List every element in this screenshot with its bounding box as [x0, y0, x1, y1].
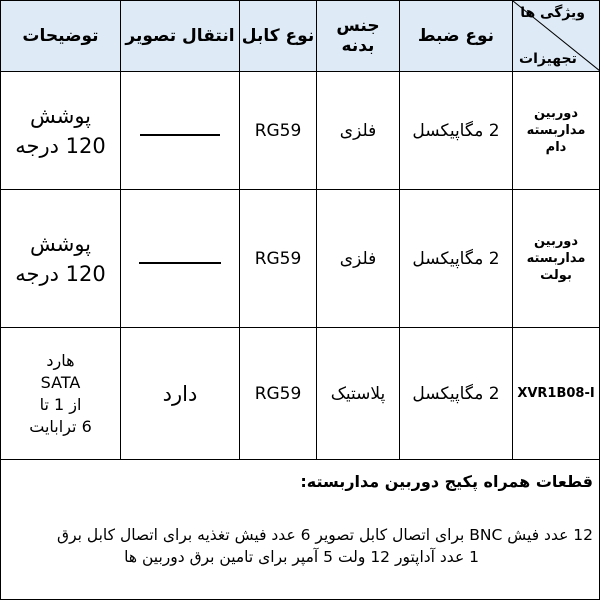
device-name-line: دوربین	[533, 234, 579, 249]
material-cell: فلزی	[317, 190, 400, 328]
description-line: پوشش	[29, 103, 92, 128]
package-notes	[0, 462, 599, 600]
device-name-line: دام	[545, 140, 567, 155]
transfer-cell	[121, 72, 240, 190]
header-body-material: جنس بدنه	[317, 1, 400, 72]
device-name-line: بولت	[540, 268, 572, 283]
notes-title: قطعات همراه پکیج دوربین مداربسته:	[300, 472, 593, 491]
features-label: ویژگی ها	[520, 5, 585, 21]
device-name-line: مداربسته	[526, 251, 586, 266]
device-name-line: دوربین	[533, 106, 579, 121]
description-line: پوشش	[29, 231, 92, 256]
header-description: توضیحات	[1, 1, 121, 72]
device-model: XVR1B08-I	[517, 386, 595, 401]
description-line: هارد	[46, 350, 75, 370]
material-cell: پلاستیک	[317, 328, 400, 460]
transfer-cell: دارد	[121, 328, 240, 460]
header-cable-type: نوع کابل	[240, 1, 317, 72]
description-line: 120 درجه	[15, 133, 106, 158]
cable-cell: RG59	[240, 72, 317, 190]
notes-line: 12 عدد فیش BNC برای اتصال کابل تصویر 6 عدد فیش تغذیه برای اتصال کابل برق	[57, 526, 593, 544]
header-video-transfer: انتقال تصویر	[121, 1, 240, 72]
description-cell	[1, 72, 121, 190]
description-line: از 1 تا	[39, 394, 82, 414]
empty-dash	[139, 262, 221, 264]
header-diagonal-cell	[513, 1, 600, 72]
description-cell	[1, 190, 121, 328]
empty-dash	[140, 134, 220, 136]
equipment-label: تجهیزات	[519, 51, 577, 67]
description-line: SATA	[40, 372, 81, 392]
cable-cell: RG59	[240, 328, 317, 460]
recording-cell: 2 مگاپیکسل	[400, 328, 513, 460]
device-name-line: مداربسته	[526, 123, 586, 138]
description-line: 6 ترابایت	[29, 416, 92, 436]
table-row	[1, 190, 600, 328]
table-row	[1, 72, 600, 190]
transfer-cell	[121, 190, 240, 328]
description-cell	[1, 328, 121, 460]
recording-cell: 2 مگاپیکسل	[400, 190, 513, 328]
cable-cell: RG59	[240, 190, 317, 328]
notes-line: 1 عدد آداپتور 12 ولت 5 آمپر برای تامین برق دوربین ها	[124, 548, 479, 566]
description-line: 120 درجه	[15, 261, 106, 286]
recording-cell: 2 مگاپیکسل	[400, 72, 513, 190]
material-cell: فلزی	[317, 72, 400, 190]
device-cell	[513, 328, 600, 460]
device-cell	[513, 72, 600, 190]
device-cell	[513, 190, 600, 328]
header-row	[1, 1, 600, 72]
table-row	[1, 328, 600, 460]
header-recording-type: نوع ضبط	[400, 1, 513, 72]
